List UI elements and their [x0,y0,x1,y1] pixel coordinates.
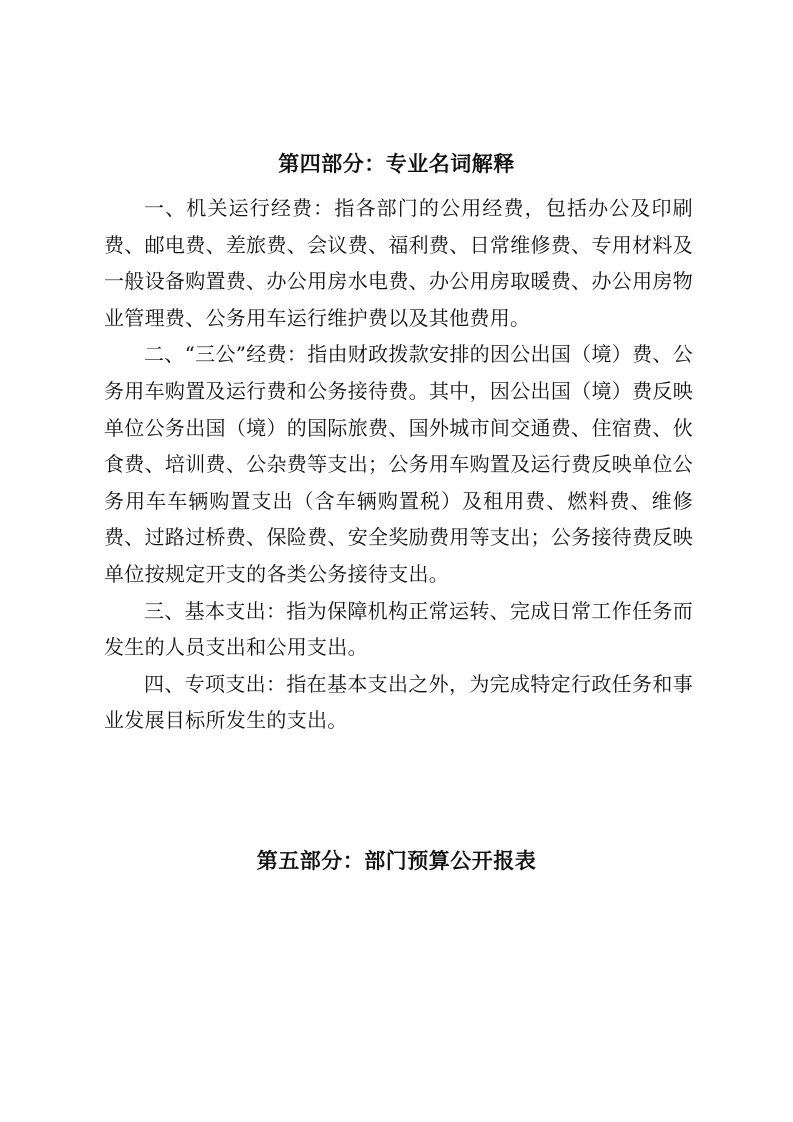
term-paragraph-operating-expenses: 一、机关运行经费：指各部门的公用经费，包括办公及印刷费、邮电费、差旅费、会议费、福利费、日常维修费、专用材料及一般设备购置费、办公用房水电费、办公用房取暖费、办公用房物业管理费、公务用车运行维护费以及其他费用。 [104,196,693,330]
term-paragraph-three-public-expenses: 二、“三公”经费：指由财政拨款安排的因公出国（境）费、公务用车购置及运行费和公务接待费。其中，因公出国（境）费反映单位公务出国（境）的国际旅费、国外城市间交通费、住宿费、伙食费、培训费、公杂费等支出；公务用车购置及运行费反映单位公务用车车辆购置支出（含车辆购置税）及租用费、燃料费、维修费、过路过桥费、保险费、安全奖励费用等支出；公务接待费反映单位按规定开支的各类公务接待支出。 [104,342,693,586]
term-paragraph-special-expenditure: 四、专项支出：指在基本支出之外，为完成特定行政任务和事业发展目标所发生的支出。 [104,671,693,733]
section-4-title: 第四部分：专业名词解释 [278,152,515,176]
section-4-body [104,190,693,739]
section-5-title: 第五部分：部门预算公开报表 [256,849,537,873]
term-paragraph-basic-expenditure: 三、基本支出：指为保障机构正常运转、完成日常工作任务而发生的人员支出和公用支出。 [104,598,693,660]
